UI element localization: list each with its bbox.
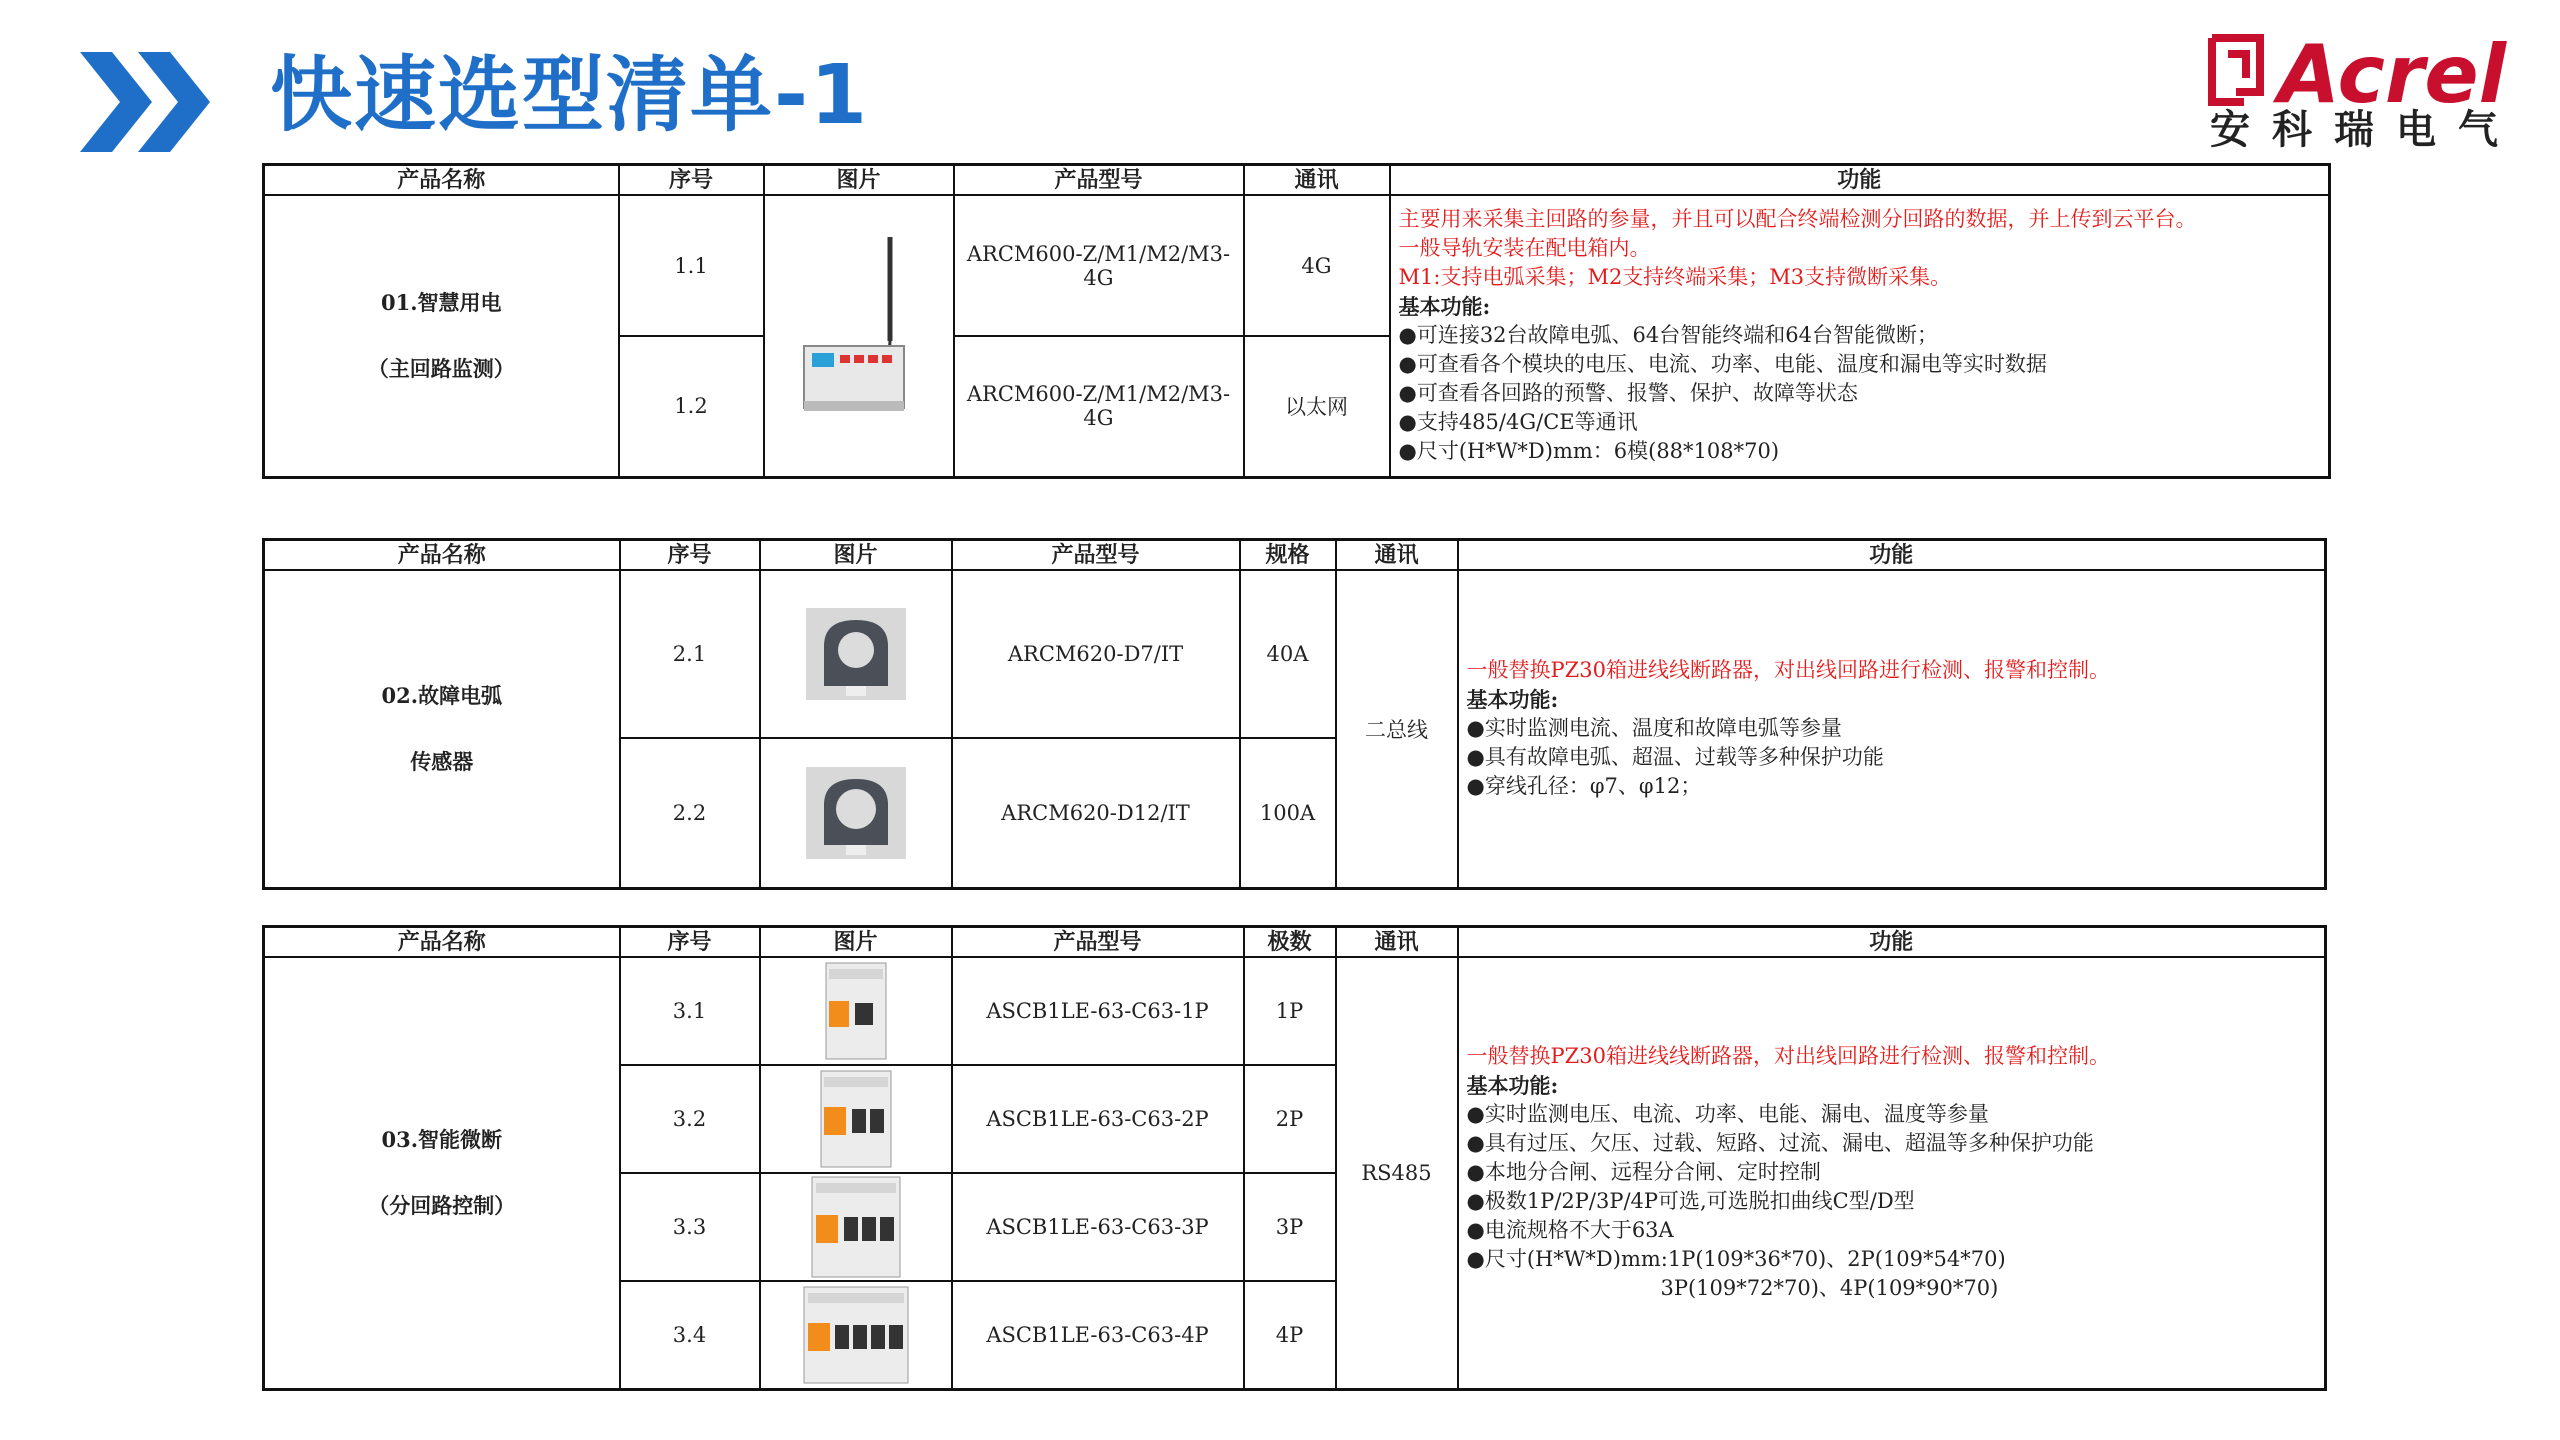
- table-row: [264, 195, 2330, 336]
- product-image-cell: [760, 1065, 952, 1173]
- seq-cell: 2.2: [620, 738, 760, 888]
- product-image-cell: [760, 738, 952, 888]
- header-function: 功能: [1458, 927, 2326, 958]
- model-cell: ASCB1LE-63-C63-2P: [952, 1065, 1244, 1173]
- gateway-device-image: [794, 231, 924, 441]
- breaker-4p-image: [801, 1285, 911, 1385]
- function-description: 一般替换PZ30箱进线线断路器，对出线回路进行检测、报警和控制。: [1466, 658, 2110, 683]
- header-product-name: 产品名称: [264, 165, 619, 196]
- function-item: ●实时监测电压、电流、功率、电能、漏电、温度等参量: [1466, 1102, 1989, 1127]
- arc-sensor-image: [806, 767, 906, 859]
- table-row: [264, 957, 2326, 1065]
- model-cell: ASCB1LE-63-C63-4P: [952, 1281, 1244, 1389]
- chevron-right-icon: [80, 52, 220, 152]
- header-seq: 序号: [620, 927, 760, 958]
- function-cell: [1458, 570, 2326, 888]
- comm-cell: RS485: [1336, 957, 1458, 1389]
- product-table-1: [262, 163, 2331, 479]
- function-title: 基本功能:: [1466, 687, 1559, 713]
- breaker-3p-image: [808, 1175, 904, 1279]
- arc-sensor-image: [806, 608, 906, 700]
- function-cell: [1390, 195, 2330, 477]
- product-name-sub: 传感器: [410, 748, 474, 774]
- function-item: ●尺寸(H*W*D)mm：6模(88*108*70): [1398, 439, 1780, 464]
- product-table-2: [262, 538, 2327, 890]
- product-image-cell: [764, 195, 954, 477]
- spec-cell: 40A: [1240, 570, 1336, 738]
- product-name: 01.智慧用电: [380, 289, 502, 315]
- header-seq: 序号: [619, 165, 764, 196]
- seq-cell: 3.2: [620, 1065, 760, 1173]
- header-comm: 通讯: [1336, 927, 1458, 958]
- product-name-sub: （分回路控制）: [368, 1192, 516, 1218]
- function-item: ●尺寸(H*W*D)mm:1P(109*36*70)、2P(109*54*70): [1466, 1247, 2006, 1272]
- function-item: ●具有故障电弧、超温、过载等多种保护功能: [1466, 745, 1884, 770]
- header-function: 功能: [1458, 540, 2326, 571]
- product-table-3: [262, 925, 2327, 1391]
- table-row: [264, 570, 2326, 738]
- poles-cell: 2P: [1244, 1065, 1336, 1173]
- header-model: 产品型号: [954, 165, 1244, 196]
- poles-cell: 4P: [1244, 1281, 1336, 1389]
- header-model: 产品型号: [952, 927, 1244, 958]
- header-image: 图片: [760, 927, 952, 958]
- function-description: 一般导轨安装在配电箱内。: [1398, 236, 1651, 261]
- seq-cell: 1.2: [619, 336, 764, 477]
- product-image-cell: [760, 1281, 952, 1389]
- product-image-cell: [760, 1173, 952, 1281]
- seq-cell: 3.1: [620, 957, 760, 1065]
- product-name-sub: （主回路监测）: [367, 355, 515, 381]
- function-item: ●可查看各回路的预警、报警、保护、故障等状态: [1398, 381, 1858, 406]
- header-comm: 通讯: [1336, 540, 1458, 571]
- model-cell: ASCB1LE-63-C63-1P: [952, 957, 1244, 1065]
- function-item: ●本地分合闸、远程分合闸、定时控制: [1466, 1160, 1821, 1185]
- function-item: ●穿线孔径：φ7、φ12；: [1466, 774, 1702, 799]
- comm-cell: 以太网: [1244, 336, 1390, 477]
- function-item: ●实时监测电流、温度和故障电弧等参量: [1466, 716, 1842, 741]
- seq-cell: 2.1: [620, 570, 760, 738]
- function-title: 基本功能:: [1466, 1073, 1559, 1099]
- header-function: 功能: [1390, 165, 2330, 196]
- model-cell: ARCM600-Z/M1/M2/M3-4G: [954, 195, 1244, 336]
- breaker-2p-image: [816, 1069, 896, 1169]
- spec-cell: 100A: [1240, 738, 1336, 888]
- model-cell: ARCM600-Z/M1/M2/M3-4G: [954, 336, 1244, 477]
- header-product-name: 产品名称: [264, 540, 620, 571]
- svg-text:Acrel: Acrel: [2278, 28, 2507, 121]
- seq-cell: 1.1: [619, 195, 764, 336]
- model-cell: ARCM620-D12/IT: [952, 738, 1240, 888]
- function-cell: [1458, 957, 2326, 1389]
- table-header-row: [264, 540, 2326, 571]
- comm-cell: 二总线: [1336, 570, 1458, 888]
- product-name-cell: [264, 957, 620, 1389]
- product-image-cell: [760, 957, 952, 1065]
- seq-cell: 3.3: [620, 1173, 760, 1281]
- function-item: ●可查看各个模块的电压、电流、功率、电能、温度和漏电等实时数据: [1398, 352, 2047, 377]
- header-spec: 规格: [1240, 540, 1336, 571]
- function-item: ●电流规格不大于63A: [1466, 1218, 1674, 1243]
- header-poles: 极数: [1244, 927, 1336, 958]
- function-item: ●具有过压、欠压、过载、短路、过流、漏电、超温等多种保护功能: [1466, 1131, 2094, 1156]
- function-item: 3P(109*72*70)、4P(109*90*70): [1660, 1276, 1999, 1301]
- product-image-cell: [760, 570, 952, 738]
- header-product-name: 产品名称: [264, 927, 620, 958]
- function-description: 主要用来采集主回路的参量，并且可以配合终端检测分回路的数据，并上传到云平台。: [1398, 207, 2197, 232]
- breaker-1p-image: [821, 961, 891, 1061]
- function-description: M1:支持电弧采集；M2支持终端采集；M3支持微断采集。: [1398, 265, 1952, 290]
- comm-cell: 4G: [1244, 195, 1390, 336]
- product-name: 02.故障电弧: [381, 682, 503, 708]
- function-item: ●支持485/4G/CE等通讯: [1398, 410, 1638, 435]
- function-item: ●极数1P/2P/3P/4P可选,可选脱扣曲线C型/D型: [1466, 1189, 1915, 1214]
- product-name-cell: [264, 570, 620, 888]
- product-name: 03.智能微断: [381, 1126, 503, 1152]
- header-image: 图片: [760, 540, 952, 571]
- table-header-row: [264, 165, 2330, 196]
- model-cell: ARCM620-D7/IT: [952, 570, 1240, 738]
- function-title: 基本功能:: [1398, 294, 1491, 320]
- header-model: 产品型号: [952, 540, 1240, 571]
- page-title: 快速选型清单-1: [270, 48, 870, 143]
- product-name-cell: [264, 195, 619, 477]
- table-header-row: [264, 927, 2326, 958]
- header-seq: 序号: [620, 540, 760, 571]
- seq-cell: 3.4: [620, 1281, 760, 1389]
- header-comm: 通讯: [1244, 165, 1390, 196]
- poles-cell: 3P: [1244, 1173, 1336, 1281]
- model-cell: ASCB1LE-63-C63-3P: [952, 1173, 1244, 1281]
- function-description: 一般替换PZ30箱进线线断路器，对出线回路进行检测、报警和控制。: [1466, 1044, 2110, 1069]
- logo-subtitle: 安科瑞电气: [2210, 107, 2520, 153]
- function-item: ●可连接32台故障电弧、64台智能终端和64台智能微断；: [1398, 323, 1938, 348]
- header-image: 图片: [764, 165, 954, 196]
- poles-cell: 1P: [1244, 957, 1336, 1065]
